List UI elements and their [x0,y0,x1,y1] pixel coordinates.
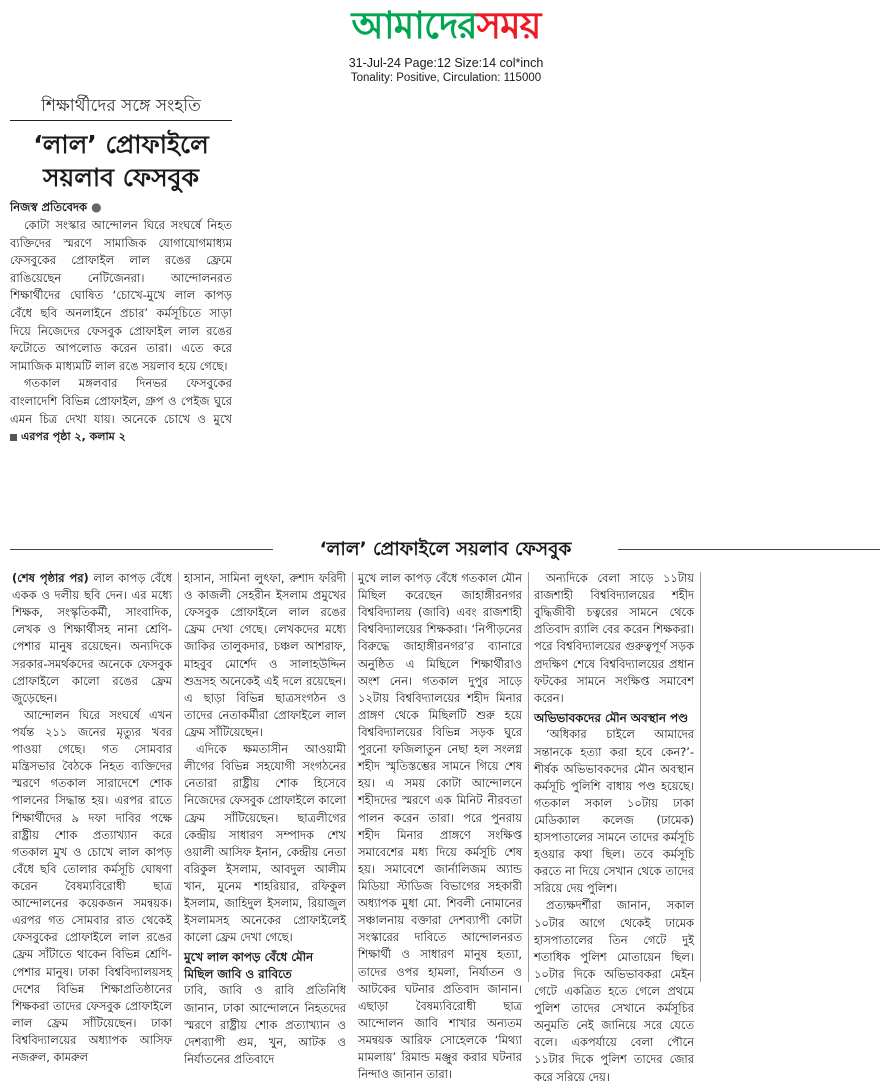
article-lead-block [10,96,232,528]
column-paragraph-text: লাল কাপড় বেঁধে একক ও দলীয় ছবি দেন। এর মধ্যে শিক্ষক, সংস্কৃতিকর্মী, সাংবাদিক, লেখক ও শিক্ষার্থীসহ নানা শ্রেণি-পেশার মানুষ রয়েছেন। অন্যদিকে সরকার-সমর্থকদের অনেকে ফেসবুক প্রোফাইলে কালো রঙের ফ্রেম জুড়েছেন। [12,571,172,705]
column-paragraph: ঢাবি, জাবি ও রাবি প্রতিনিধি জানান, ঢাকা আন্দোলনে নিহতদের স্মরণে রাষ্ট্রীয় শোক প্রত্যাখ্যান ও দেশব্যাপী গুম, খুন, আটক ও নির্যাতনের প্রতিবাদে [184,983,346,1066]
article-headline [10,129,232,194]
column-paragraph: হাসান, সামিনা লুৎফা, রুশাদ ফরিদী ও কাজলী সেহরীন ইসলাম প্রমুখের ফেসবুক প্রোফাইলে লাল রঙের ফ্রেম দেখা গেছে। লেখকদের মধ্যে জাকির তালুকদার, চঞ্চল আশরাফ, মাহবুব মোর্শেদ ও সালাহউদ্দিন শুভ্রসহ অনেকেই এই দলে রয়েছেন। এ ছাড়া বিভিন্ন ছাত্রসংগঠন ও তাদের নেতাকর্মীরা প্রোফাইলে লাল ফ্রেম সাঁটিয়েছেন। [184,571,346,739]
article-lead-body [10,217,232,446]
article-byline [10,200,232,216]
column-paragraph: এদিকে ক্ষমতাসীন আওয়ামী লীগের বিভিন্ন সহযোগী সংগঠনের নেতারা রাষ্ট্রীয় শোক হিসেবে নিজেদের ফেসবুক প্রোফাইলে কালো ফ্রেম সাঁটিয়েছেন। ছাত্রলীগের কেন্দ্রীয় সাধারণ সম্পাদক শেখ ওয়ালী আসিফ ইনান, কেন্দ্রীয় নেতা বরিকুল ইসলাম, আবদুল আলীম খান, মুনেম শাহরিয়ার, রফিকুল ইসলাম, জাহিদুল ইসলাম, রিয়াজুল ইসলামসহ অনেকের প্রোফাইলেই কালো ফ্রেম দেখা গেছে। [184,742,346,945]
column-divider [178,572,179,982]
column-divider [352,572,353,982]
lead-paragraph [10,375,232,446]
clip-meta-date-page: 31-Jul-24 Page:12 Size:14 col*inch [348,56,544,70]
headline-line-2: সয়লাব ফেসবুক [42,162,200,192]
square-bullet-icon [10,434,17,441]
subheading: অভিভাবকদের মৌন অবস্থান পণ্ড [534,710,688,725]
column-paragraph: ‘অধিকার চাইলে আমাদের সন্তানকে হত্যা করা হবে কেন?’- শীর্ষক অভিভাবকদের মৌন অবস্থান কর্মসূচি পুলিশি বাধায় পণ্ড হয়েছে। গতকাল সকাল ১০টায় ঢাকা মেডিক্যাল কলেজ (ঢামেক) হাসপাতালের সামনে তাদের কর্মসূচি হওয়ার কথা ছিল। তবে কর্মসূচি করতে না দিয়ে সেখান থেকে তাদের সরিয়ে দেয় পুলিশ। [534,727,694,896]
masthead [0,0,892,58]
article-column-4 [534,570,694,1084]
jump-banner [10,537,880,563]
jump-lead: (শেষ পৃষ্ঠার পর) [12,571,89,585]
logo-part-2: সময় [476,3,541,47]
byline-text: নিজস্ব প্রতিবেদক [10,200,88,215]
subheading: মুখে লাল কাপড় বেঁধে মৌন মিছিল জাবি ও রাবিতে [184,950,314,981]
column-divider [528,572,529,982]
continuation-note-text: এরপর পৃষ্ঠা ২, কলাম ২ [21,430,126,444]
lead-paragraph-text: গতকাল মঙ্গলবার দিনভর ফেসবুকের বাংলাদেশি বিভিন্ন প্রোফাইল, গ্রুপ ও পেইজ ঘুরে এমন চিত্র দেখা যায়। অনেকে চোখে ও মুখে [10,376,232,426]
lead-paragraph: কোটা সংস্কার আন্দোলন ঘিরে সংঘর্ষে নিহত ব্যক্তিদের স্মরণে সামাজিক যোগাযোগমাধ্যম ফেসবুকের প্রোফাইল লাল রঙের ফ্রেমে রাঙিয়েছেন নেটিজেনরা। আন্দোলনরত শিক্ষার্থীদের ঘোষিত ‘চোখে-মুখে লাল কাপড় বেঁধে ছবি অনলাইনে প্রচার’ কর্মসূচিতে সাড়া দিয়ে নিজেদের ফেসবুক প্রোফাইল লাল রঙের ফটোতে আপলোড করেন তারা। এতে করে সামাজিক মাধ্যমটি লাল রঙে সয়লাব হয়ে গেছে। [10,217,232,373]
column-divider [700,572,701,982]
continuation-note [10,430,126,443]
logo-part-1: আমাদের [351,3,477,47]
column-paragraph: মুখে লাল কাপড় বেঁধে গতকাল মৌন মিছিল করেছেন জাহাঙ্গীরনগর বিশ্ববিদ্যালয় (জাবি) এবং রাজশাহী বিশ্ববিদ্যালয়ের শিক্ষকরা। ‘নিপীড়নের বিরুদ্ধে জাহাঙ্গীরনগর’র ব্যানারে অনুষ্ঠিত এ মিছিলে শিক্ষার্থীরাও অংশ নেন। গতকাল দুপুর সাড়ে ১২টায় বিশ্ববিদ্যালয়ের শহীদ মিনার প্রাঙ্গণ থেকে মিছিলটি শুরু হয়ে বিশ্ববিদ্যালয়ের বিভিন্ন সড়ক ঘুরে পুরনো ফজিলাতুন নেছা হল সংলগ্ন শহীদ স্মৃতিস্তম্ভের সামনে গিয়ে শেষ হয়। এ সময় কোটা আন্দোলনে শহীদদের স্মরণে এক মিনিট নীরবতা পালন করেন তারা। পরে পুনরায় শহীদ মিনার প্রাঙ্গণে সংক্ষিপ্ত সমাবেশের মধ্য দিয়ে কর্মসূচি শেষ হয়। সমাবেশে জার্নালিজম অ্যান্ড মিডিয়া স্টাডিজ বিভাগের সহকারী অধ্যাপক মুধা মো. শিবলী নোমানের সঞ্চালনায় বক্তারা দেশব্যাপী কোটা সংস্কারের দাবিতে আন্দোলনরত শিক্ষার্থী ও সাধারণ মানুষ হত্যা, তাদের ওপর হামলা, নির্যাতন ও আটকের ঘটনার প্রতিবাদ জানান। এছাড়া বৈষম্যবিরোধী ছাত্র আন্দোলন জাবি শাখার অন্যতম সমন্বয়ক আরিফ সোহেলকে ‘মিথ্যা মামলায়’ রিমান্ড মঞ্জুর করার ঘটনার নিন্দাও জানান তারা। [358,571,522,1082]
newspaper-logo [0,0,892,50]
column-paragraph: প্রত্যক্ষদর্শীরা জানান, সকাল ১০টার আগে থেকেই ঢামেক হাসপাতালের তিন গেটে দুই শতাধিক পুলিশ মোতায়েন ছিল। ১০টার দিকে অভিভাবকরা মেইন গেটে একত্রিত হতে গেলে প্রথমে পুলিশ তাদের সেখানে কর্মসূচির অনুমতি নেই জানিয়ে সরে যেতে বলে। একপর্যায়ে বেলা পৌনে ১১টার দিকে পুলিশ তাদের জোর করে সরিয়ে দেয়। [534,898,694,1084]
article-column-1 [12,570,172,1065]
column-paragraph: আন্দোলন ঘিরে সংঘর্ষে এখন পর্যন্ত ২১১ জনের মৃত্যুর খবর পাওয়া গেছে। গত সোমবার মন্ত্রিসভার বৈঠকে নিহত ব্যক্তিদের স্মরণে গতকাল সারাদেশে শোক পালনের সিদ্ধান্ত হয়। এরপর রাতে শিক্ষার্থীদের ৯ দফা দাবির পক্ষে রাষ্ট্রীয় শোক প্রত্যাখ্যান করে গতকাল মুখ ও চোখে লাল কাপড় বেঁধে ছবি তোলার কর্মসূচি ঘোষণা করেন বৈষম্যবিরোধী ছাত্র আন্দোলনের কয়েকজন সমন্বয়ক। এরপর গত সোমবার রাত থেকেই ফেসবুকের প্রোফাইলে লাল রঙের ফ্রেম সাঁটাতে থাকেন বিভিন্ন শ্রেণি-পেশার মানুষ। ঢাকা বিশ্ববিদ্যালয়সহ দেশের বিভিন্ন শিক্ষাপ্রতিষ্ঠানের শিক্ষকরা তাদের ফেসবুক প্রোফাইলে লাল ফ্রেম সাঁটিয়েছেন। ঢাকা বিশ্ববিদ্যালয়ের অধ্যাপক আসিফ নজরুল, কামরুল [12,707,172,1065]
article-kicker: শিক্ষার্থীদের সঙ্গে সংহতি [10,96,232,121]
column-paragraph [12,570,172,707]
clip-meta-tonality: Tonality: Positive, Circulation: 115000 [350,72,542,84]
article-column-2 [184,570,346,1066]
jump-banner-title: ‘লাল’ প্রোফাইলে সয়লাব ফেসবুক [273,537,618,563]
article-column-3 [358,570,522,1082]
column-paragraph: অন্যদিকে বেলা সাড়ে ১১টায় রাজশাহী বিশ্ববিদ্যালয়ের শহীদ বুদ্ধিজীবী চত্বরের সামনে থেকে প্রতিবাদ র‍্যালি বের করেন শিক্ষকরা। পরে বিশ্ববিদ্যালয়ের গুরুত্বপূর্ণ সড়ক প্রদক্ষিণ শেষে বিশ্ববিদ্যালয়ের প্রধান ফটকের সামনে সংক্ষিপ্ত সমাবেশ করেন। [534,571,694,705]
headline-line-1: ‘লাল’ প্রোফাইলে [33,130,209,160]
article-column-5 [706,570,878,984]
bullet-icon: ● [91,200,102,215]
